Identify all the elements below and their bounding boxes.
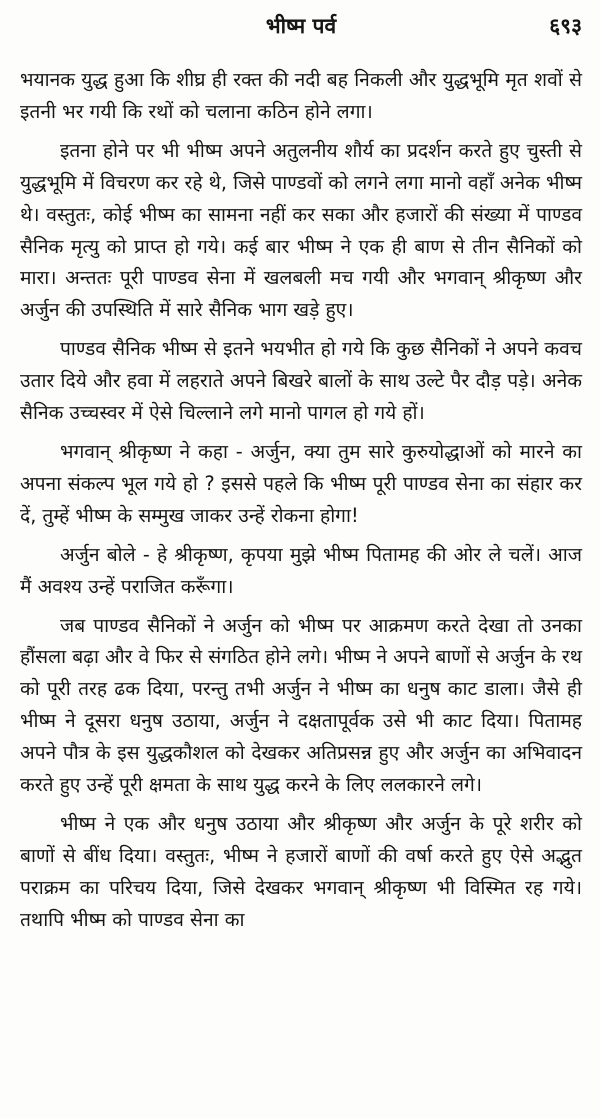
- paragraph-6: जब पाण्डव सैनिकों ने अर्जुन को भीष्म पर आक्रमण करते देखा तो उनका हौंसला बढ़ा और वे फिर से संगठित होने लगे। भीष्म ने अपने बाणों से अर्जुन के रथ को पूरी तरह ढक दिया, परन्तु तभी अर्जुन ने भीष्म का धनुष काट डाला। जैसे ही भीष्म ने दूसरा धनुष उठाया, अर्जुन ने दक्षतापूर्वक उसे भी काट दिया। पितामह अपने पौत्र के इस युद्धकौशल को देखकर अतिप्रसन्न हुए और अर्जुन का अभिवादन करते हुए उन्हें पूरी क्षमता के साथ युद्ध करने के लिए ललकारने लगे।: [20, 613, 582, 797]
- paragraph-3: पाण्डव सैनिक भीष्म से इतने भयभीत हो गये कि कुछ सैनिकों ने अपने कवच उतार दिये और हवा में लहराते अपने बिखरे बालों के साथ उल्टे पैर दौड़ पड़े। अनेक सैनिक उच्चस्वर में ऐसे चिल्लाने लगे मानो पागल हो गये हों।: [20, 337, 582, 425]
- paragraph-5: अर्जुन बोले - हे श्रीकृष्ण, कृपया मुझे भीष्म पितामह की ओर ले चलें। आज मैं अवश्य उन्हें पराजित करूँगा।: [20, 542, 582, 598]
- paragraph-1: भयानक युद्ध हुआ कि शीघ्र ही रक्त की नदी बह निकली और युद्धभूमि मृत शवों से इतनी भर गयी कि रथों को चलाना कठिन होने लगा।: [20, 68, 582, 123]
- paragraph-7: भीष्म ने एक और धनुष उठाया और श्रीकृष्ण और अर्जुन के पूरे शरीर को बाणों से बींध दिया। वस्तुतः, भीष्म ने हजारों बाणों की वर्षा करते हुए ऐसे अद्भुत पराक्रम का परिचय दिया, जिसे देखकर भगवान् श्रीकृष्ण भी विस्मित रह गये। तथापि भीष्म को पाण्डव सेना का: [20, 811, 582, 931]
- page-number: ६९३: [549, 14, 582, 38]
- body-text: [20, 64, 582, 936]
- paragraph-4: भगवान् श्रीकृष्ण ने कहा - अर्जुन, क्या तुम सारे कुरुयोद्धाओं को मारने का अपना संकल्प भूल गये हो ? इससे पहले कि भीष्म पूरी पाण्डव सेना का संहार कर दें, तुम्हें भीष्म के सम्मुख जाकर उन्हें रोकना होगा!: [20, 439, 582, 527]
- running-title: भीष्म पर्व: [265, 14, 337, 38]
- page-header: [20, 10, 582, 50]
- paragraph-2: इतना होने पर भी भीष्म अपने अतुलनीय शौर्य का प्रदर्शन करते हुए चुस्ती से युद्धभूमि में विचरण कर रहे थे, जिसे पाण्डवों को लगने लगा मानो वहाँ अनेक भीष्म थे। वस्तुतः, कोई भीष्म का सामना नहीं कर सका और हजारों की संख्या में पाण्डव सैनिक मृत्यु को प्राप्त हो गये। कई बार भीष्म ने एक ही बाण से तीन सैनिकों को मारा। अन्ततः पूरी पाण्डव सेना में खलबली मच गयी और भगवान् श्रीकृष्ण और अर्जुन की उपस्थिति में सारे सैनिक भाग खड़े हुए।: [20, 138, 582, 322]
